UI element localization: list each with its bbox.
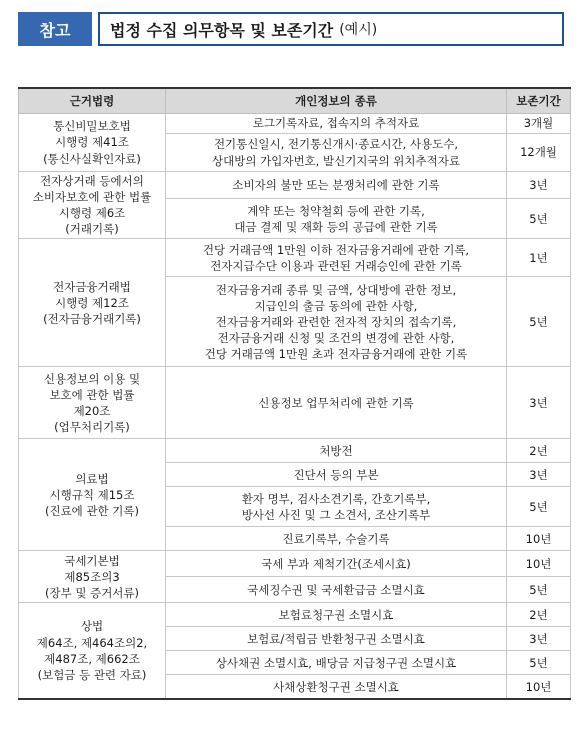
table-header-row — [19, 88, 571, 114]
info-cell: 보험료청구권 소멸시효 — [166, 603, 507, 627]
info-cell: 처방전 — [166, 439, 507, 463]
page-subtitle: (예시) — [339, 22, 378, 38]
period-cell: 3개월 — [507, 114, 571, 134]
period-cell: 2년 — [507, 439, 571, 463]
period-cell: 5년 — [507, 487, 571, 527]
period-cell: 3년 — [507, 463, 571, 487]
info-cell: 소비자의 불만 또는 분쟁처리에 관한 기록 — [166, 172, 507, 199]
period-cell: 5년 — [507, 577, 571, 603]
period-cell: 10년 — [507, 675, 571, 699]
page-title: 법정 수집 의무항목 및 보존기간 — [110, 20, 334, 40]
law-cell: 전자상거래 등에서의 소비자보호에 관한 법률 시행령 제6조 (거래기록) — [19, 172, 166, 239]
table-row — [19, 367, 571, 439]
info-cell: 환자 명부, 검사소견기록, 간호기록부, 방사선 사진 및 그 소견서, 조산기록부 — [166, 487, 507, 527]
period-cell: 5년 — [507, 277, 571, 367]
period-cell: 5년 — [507, 199, 571, 239]
info-cell: 국세징수권 및 국세환급금 소멸시효 — [166, 577, 507, 603]
law-cell: 통신비밀보호법 시행령 제41조 (통신사실확인자료) — [19, 114, 166, 172]
table-body — [19, 114, 571, 699]
info-cell: 건당 거래금액 1만원 이하 전자금융거래에 관한 기록, 전자지급수단 이용과 관련된 거래승인에 관한 기록 — [166, 239, 507, 277]
law-cell: 신용정보의 이용 및 보호에 관한 법률 제20조 (업무처리기록) — [19, 367, 166, 439]
column-header-info: 개인정보의 종류 — [166, 88, 507, 114]
period-cell: 5년 — [507, 651, 571, 675]
info-cell: 로그기록자료, 접속지의 추적자료 — [166, 114, 507, 134]
column-header-period: 보존기간 — [507, 88, 571, 114]
table-row — [19, 439, 571, 463]
title-box — [98, 12, 564, 46]
table-row — [19, 239, 571, 277]
law-cell: 전자금융거래법 시행령 제12조 (전자금융거래기록) — [19, 239, 166, 367]
title-bar — [18, 12, 564, 46]
law-cell: 상법 제64조, 제464조의2, 제487조, 제662조 (보험금 등 관련 자료) — [19, 603, 166, 699]
info-cell: 전자금융거래 종류 및 금액, 상대방에 관한 정보, 지급인의 출금 동의에 관한 사항, 전자금융거래와 관련한 전자적 장치의 접속기록, 전자금융거래 신청 및 조건의 변경에 관한 사항, 건당 거래금액 1만원 초과 전자금융거래에 관한 기록 — [166, 277, 507, 367]
period-cell: 10년 — [507, 527, 571, 551]
info-cell: 진단서 등의 부본 — [166, 463, 507, 487]
info-cell: 신용정보 업무처리에 관한 기록 — [166, 367, 507, 439]
table-row — [19, 172, 571, 199]
column-header-law: 근거법령 — [19, 88, 166, 114]
info-cell: 진료기록부, 수술기록 — [166, 527, 507, 551]
info-cell: 보험료/적립금 반환청구권 소멸시효 — [166, 627, 507, 651]
retention-table — [18, 87, 571, 700]
info-cell: 사채상환청구권 소멸시효 — [166, 675, 507, 699]
info-cell: 국세 부과 제척기간(조세시효) — [166, 551, 507, 577]
period-cell: 12개월 — [507, 134, 571, 172]
period-cell: 10년 — [507, 551, 571, 577]
law-cell: 의료법 시행규칙 제15조 (진료에 관한 기록) — [19, 439, 166, 551]
period-cell: 2년 — [507, 603, 571, 627]
info-cell: 계약 또는 청약철회 등에 관한 기록, 대금 결제 및 재화 등의 공급에 관한 기록 — [166, 199, 507, 239]
period-cell: 1년 — [507, 239, 571, 277]
table-row — [19, 603, 571, 627]
law-cell: 국세기본법 제85조의3 (장부 및 증거서류) — [19, 551, 166, 603]
table-row — [19, 114, 571, 134]
table-row — [19, 551, 571, 577]
info-cell: 전기통신일시, 전기통신개시·종료시간, 사용도수, 상대방의 가입자번호, 발신기지국의 위치추적자료 — [166, 134, 507, 172]
period-cell: 3년 — [507, 367, 571, 439]
reference-badge: 참고 — [18, 12, 92, 46]
info-cell: 상사채권 소멸시효, 배당금 지급청구권 소멸시효 — [166, 651, 507, 675]
period-cell: 3년 — [507, 172, 571, 199]
period-cell: 3년 — [507, 627, 571, 651]
